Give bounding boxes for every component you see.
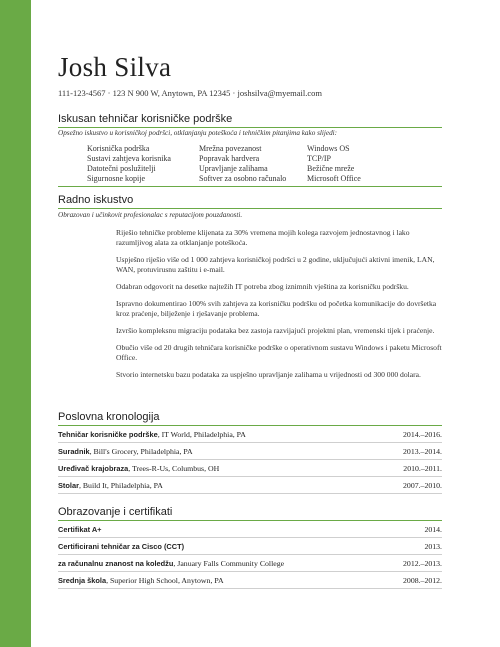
row-place: , Trees-R-Us, Columbus, OH (128, 464, 220, 473)
table-row (58, 576, 442, 585)
row-dates: 2012.–2013. (403, 559, 442, 568)
row-role: za računalnu znanost na koledžu (58, 559, 174, 568)
section-rule (58, 425, 442, 426)
row-divider (58, 554, 442, 555)
row-role: Srednja škola (58, 576, 107, 585)
experience-item: Ispravno dokumentirao 100% svih zahtjeva za korisničku podršku od početka komunikacije do dovršetka kroz praćenje, bilježenje i rješavanje problema. (116, 299, 437, 318)
table-row (58, 559, 442, 568)
row-divider (58, 459, 442, 460)
row-dates: 2007.–2010. (403, 481, 442, 490)
experience-item: Uspješno riješio više od 1 000 zahtjeva korisničkoj podršci u 2 godine, uključujući aktivni imenik, LAN, WAN, protuvirusnu zaštitu i e-mail. (116, 255, 435, 274)
row-divider (58, 588, 442, 589)
skill-item: TCP/IP (307, 154, 332, 163)
skill-item: Upravljanje zalihama (199, 164, 268, 173)
row-dates: 2013.–2014. (403, 447, 442, 456)
chronology-section-title: Poslovna kronologija (58, 411, 160, 423)
row-dates: 2014. (424, 525, 442, 534)
row-role: Suradnik (58, 447, 90, 456)
table-row (58, 525, 442, 534)
row-role: Tehničar korisničke podrške (58, 430, 158, 439)
skills-column (307, 144, 361, 184)
row-divider (58, 537, 442, 538)
experience-item: Obučio više od 20 drugih tehničara korisničke podrške o operativnom sustavu Windows i paketu Microsoft Office. (116, 343, 442, 362)
row-place: , Build It, Philadelphia, PA (78, 481, 163, 490)
row-role: Certifikat A+ (58, 525, 102, 534)
table-row (58, 542, 442, 551)
section-rule (58, 208, 442, 209)
experience-subtitle: Obrazovan i učinkovit profesionalac s reputacijom pouzdanosti. (58, 211, 243, 219)
section-rule (58, 520, 442, 521)
experience-section-title: Radno iskustvo (58, 194, 134, 206)
row-role: Uređivač krajobraza (58, 464, 129, 473)
skill-item: Korisnička podrška (87, 144, 150, 153)
experience-list (116, 228, 448, 387)
row-role: Certificirani tehničar za Cisco (CCT) (58, 542, 185, 551)
table-row (58, 481, 442, 490)
skill-item: Sustavi zahtjeva korisnika (87, 154, 171, 163)
contact-line: 111-123-4567 · 123 N 900 W, Anytown, PA 12345 · joshsilva@myemail.com (58, 88, 323, 98)
row-place: , Bill's Grocery, Philadelphia, PA (89, 447, 193, 456)
row-divider (58, 476, 442, 477)
skills-column (87, 144, 199, 184)
row-divider (58, 442, 442, 443)
skill-item: Sigurnosne kopije (87, 174, 145, 183)
skill-item: Windows OS (307, 144, 350, 153)
table-row (58, 464, 442, 473)
green-sidebar (0, 0, 31, 647)
experience-item: Izvršio kompleksnu migraciju podataka bez zastoja razvijajući projektni plan, vremenski tijek i praćenje. (116, 326, 435, 335)
section-rule (58, 127, 442, 128)
row-dates: 2010.–2011. (403, 464, 442, 473)
experience-item: Riješio tehničke probleme klijenata za 30% vremena mojih kolega razvojem jednostavnog i lako razumljivog alata za otklanjanje poteškoća. (116, 228, 410, 247)
row-dates: 2013. (424, 542, 442, 551)
row-dates: 2014.–2016. (403, 430, 442, 439)
section-rule (58, 186, 442, 187)
row-divider (58, 493, 442, 494)
skills-subtitle: Opsežno iskustvo u korisničkoj podršci, otklanjanju poteškoća i tehničkim pitanjima kako slijedi: (58, 129, 338, 137)
skills-column (199, 144, 307, 184)
skill-item: Mrežna povezanost (199, 144, 262, 153)
skill-item: Softver za osobno računalo (199, 174, 287, 183)
skill-item: Popravak hardvera (199, 154, 260, 163)
skill-item: Microsoft Office (307, 174, 361, 183)
row-divider (58, 571, 442, 572)
candidate-name: Josh Silva (58, 52, 172, 82)
row-dates: 2008.–2012. (403, 576, 442, 585)
skill-item: Bežične mreže (307, 164, 355, 173)
row-place: , IT World, Philadelphia, PA (157, 430, 246, 439)
skill-item: Datotečni poslužitelji (87, 164, 156, 173)
table-row (58, 447, 442, 456)
skills-grid (87, 144, 361, 184)
row-place: , Superior High School, Anytown, PA (106, 576, 224, 585)
experience-item: Stvorio internetsku bazu podataka za uspješno upravljanje zalihama u vrijednosti od 300 000 dolara. (116, 370, 421, 379)
education-section-title: Obrazovanje i certifikati (58, 506, 173, 518)
experience-item: Odabran odgovorit na desetke najtežih IT potreba zbog iznimnih vještina za korisničku podršku. (116, 282, 409, 291)
skills-section-title: Iskusan tehničar korisničke podrške (58, 113, 233, 125)
row-place: , January Falls Community College (173, 559, 285, 568)
row-role: Stolar (58, 481, 79, 490)
table-row (58, 430, 442, 439)
